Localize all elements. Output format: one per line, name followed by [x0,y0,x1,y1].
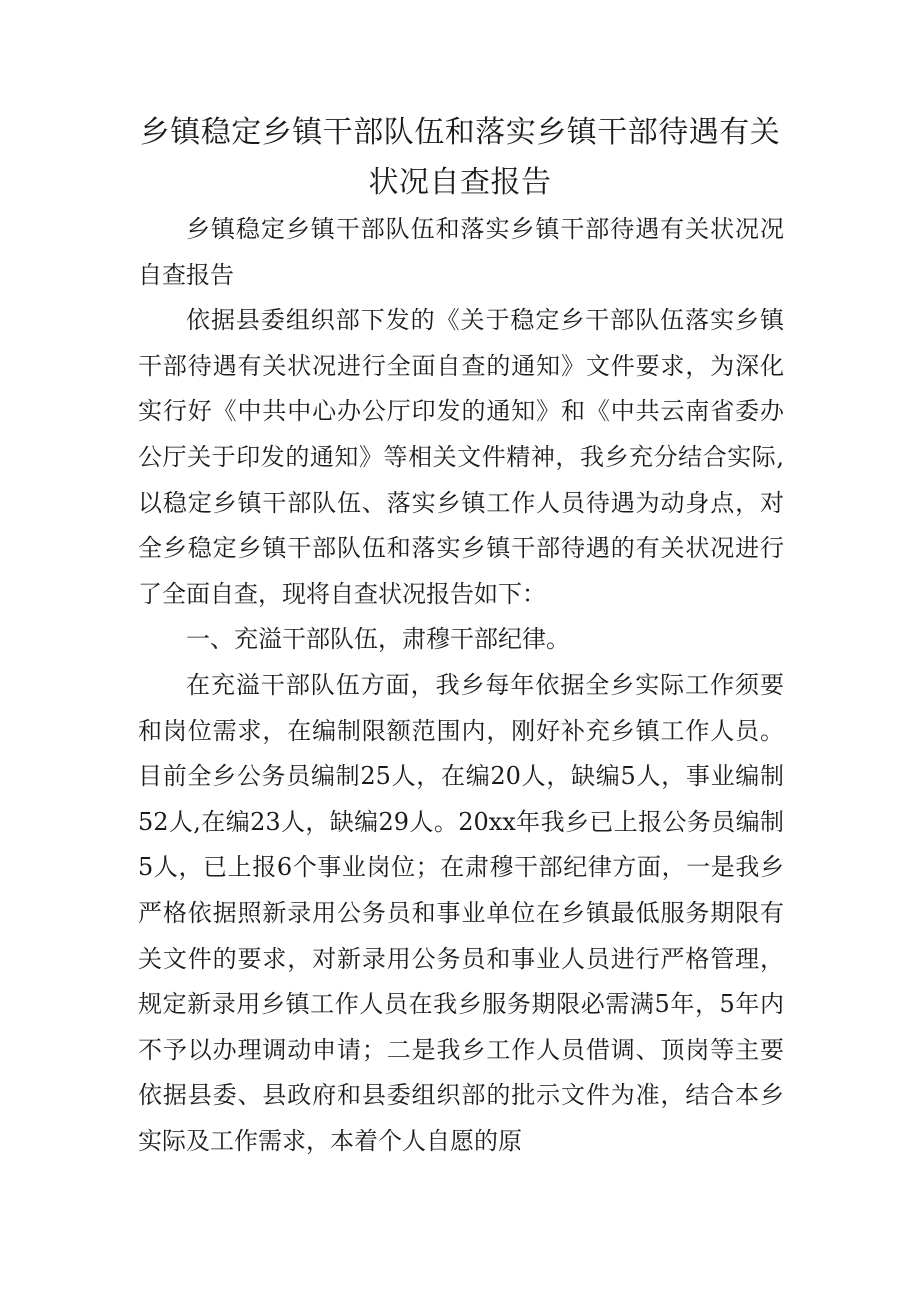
document-body [138,207,784,1164]
paragraph-intro: 依据县委组织部下发的《关于稳定乡干部队伍落实乡镇干部待遇有关状况进行全面自查的通知》文件要求，为深化实行好《中共中心办公厅印发的通知》和《中共云南省委办公厅关于印发的通知》等相关文件精神，我乡充分结合实际,以稳定乡镇干部队伍、落实乡镇工作人员待遇为动身点，对全乡稳定乡镇干部队伍和落实乡镇干部待遇的有关状况进行了全面自查，现将自查状况报告如下： [138,306,784,608]
section-heading-1: 一、充溢干部队伍，肃穆干部纪律。 [186,625,570,654]
paragraph-section-1: 在充溢干部队伍方面，我乡每年依据全乡实际工作须要和岗位需求，在编制限额范围内，刚好补充乡镇工作人员。目前全乡公务员编制25人，在编20人，缺编5人，事业编制52人,在编23人，缺编29人。20xx年我乡已上报公务员编制5人，已上报6个事业岗位；在肃穆干部纪律方面，一是我乡严格依据照新录用公务员和事业单位在乡镇最低服务期限有关文件的要求，对新录用公务员和事业人员进行严格管理，规定新录用乡镇工作人员在我乡服务期限必需满5年，5年内不予以办理调动申请；二是我乡工作人员借调、顶岗等主要依据县委、县政府和县委组织部的批示文件为准，结合本乡实际及工作需求，本着个人自愿的原 [138,670,784,1155]
paragraph-subtitle: 乡镇稳定乡镇干部队伍和落实乡镇干部待遇有关状况况自查报告 [138,215,784,289]
document-title: 乡镇稳定乡镇干部队伍和落实乡镇干部待遇有关状况自查报告 [139,115,781,200]
